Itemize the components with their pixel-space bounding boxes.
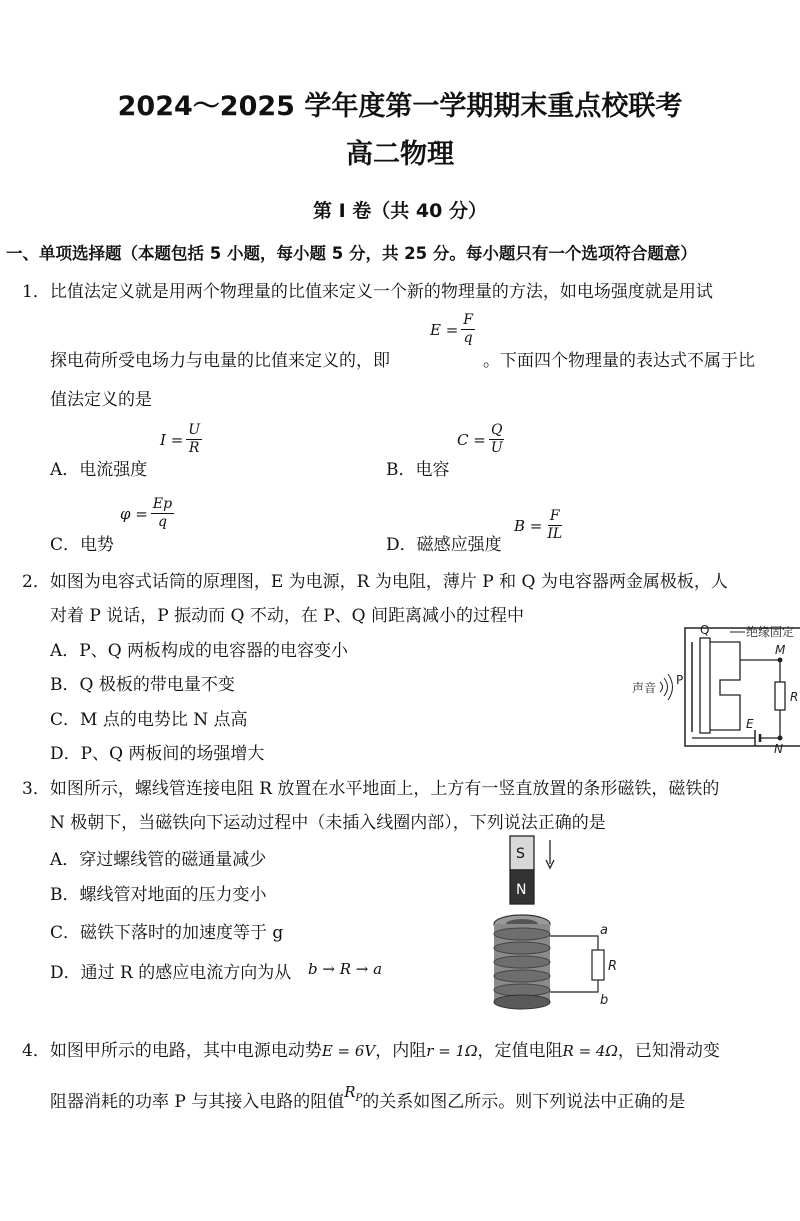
q4-line2b: 的关系如图乙所示。则下列说法中正确的是 — [362, 1092, 686, 1112]
q4-emf: E = 6V — [321, 1042, 376, 1060]
q4-resistor: R = 4Ω — [562, 1042, 618, 1060]
q1-option-c-lhs: φ = — [120, 504, 148, 523]
q1-option-d-label: D．磁感应强度 — [386, 535, 502, 555]
wire-b — [550, 980, 598, 992]
q4-rp-sub: P — [355, 1093, 363, 1104]
solenoid-windings — [494, 928, 550, 996]
label-fixed: 绝缘固定 — [746, 625, 795, 639]
q4-rp — [344, 1083, 363, 1104]
exam-title: 2024～2025 学年度第一学期期末重点校联考 — [117, 91, 683, 122]
q1-formula-e-lhs: E = — [430, 320, 459, 339]
section-heading: 一、单项选择题（本题包括 5 小题，每小题 5 分，共 25 分。每小题只有一个选项符合题意） — [6, 244, 697, 263]
q4-part4: ，已知滑动变 — [617, 1041, 720, 1061]
q4-part1: 4．如图甲所示的电路，其中电源电动势 — [22, 1041, 322, 1061]
sound-wave-1 — [660, 682, 663, 692]
label-s: S — [516, 846, 525, 862]
q1-option-c-frac — [151, 496, 174, 531]
q3-option-a: A．穿过螺线管的磁通量减少 — [50, 850, 267, 870]
q1-option-b-num: Q — [490, 422, 503, 438]
q2-option-d: D．P、Q 两板间的场强增大 — [50, 744, 265, 764]
capacitor-body — [710, 642, 740, 730]
q4-part3: ，定值电阻 — [477, 1041, 563, 1061]
label-q: Q — [700, 623, 710, 637]
solenoid-magnet-figure — [488, 832, 628, 1012]
label-m: M — [775, 643, 786, 657]
q1-option-d-formula — [514, 508, 564, 543]
q1-option-c-label: C．电势 — [50, 535, 115, 555]
q4-line2 — [50, 1083, 686, 1114]
q2-option-a: A．P、Q 两板构成的电容器的电容变小 — [50, 641, 349, 661]
q2-line2: 对着 P 说话，P 振动而 Q 不动，在 P、Q 间距离减小的过程中 — [50, 606, 525, 626]
q3-option-c: C．磁铁下落时的加速度等于 g — [50, 923, 284, 943]
q1-option-b-formula — [457, 422, 505, 457]
solenoid-bottom — [494, 995, 550, 1009]
q3-line2: N 极朝下，当磁铁向下运动过程中（未插入线圈内部），下列说法正确的是 — [50, 813, 606, 833]
q1-line2a: 探电荷所受电场力与电量的比值来定义的，即 — [50, 351, 390, 371]
resistor-r — [775, 682, 785, 710]
q3-option-b: B．螺线管对地面的压力变小 — [50, 885, 267, 905]
q1-option-a-den: R — [188, 440, 200, 456]
label-a: a — [600, 923, 608, 938]
q1-line2b: 。下面四个物理量的表达式不属于比 — [483, 351, 755, 371]
label-n: N — [774, 742, 783, 755]
q1-option-c-formula — [120, 496, 174, 531]
q4-rp-main: R — [344, 1083, 356, 1101]
label-p: P — [676, 673, 684, 687]
q1-option-a-label: A．电流强度 — [50, 460, 148, 480]
volume-title: 第 Ⅰ 卷（共 40 分） — [313, 200, 487, 222]
sound-wave-3 — [668, 674, 673, 700]
label-r-q3: R — [608, 959, 618, 974]
q1-option-d-lhs: B = — [514, 516, 543, 535]
q4-part2: ，内阻 — [375, 1041, 427, 1061]
q1-option-b-label: B．电容 — [386, 460, 450, 480]
q1-option-b-lhs: C = — [457, 430, 486, 449]
q1-option-c-den: q — [157, 514, 167, 530]
q1-option-b-frac — [489, 422, 505, 457]
q1-formula-e-num: F — [463, 312, 474, 328]
microphone-circuit-figure — [630, 620, 800, 755]
q1-option-d-frac — [545, 508, 564, 543]
label-n-pole: N — [516, 882, 527, 898]
q1-option-a-frac — [186, 422, 202, 457]
q1-formula-e-frac — [461, 312, 475, 347]
wire-a — [550, 936, 598, 950]
q1-option-d-num: F — [549, 508, 560, 524]
q1-option-a-num: U — [188, 422, 201, 438]
q4-r: r = 1Ω — [426, 1042, 478, 1060]
label-b: b — [600, 993, 609, 1008]
subject-title: 高二物理 — [346, 139, 454, 170]
q2-option-c: C．M 点的电势比 N 点高 — [50, 710, 248, 730]
q3-option-d-formula: b → R → a — [308, 960, 383, 978]
q3-option-d-prefix: D．通过 R 的感应电流方向为从 — [50, 963, 292, 983]
q1-option-c-num: Ep — [152, 496, 173, 512]
q2-option-b: B．Q 极板的带电量不变 — [50, 675, 235, 695]
q1-option-d-den: IL — [547, 526, 563, 542]
q1-line3: 值法定义的是 — [50, 390, 152, 410]
q2-line1: 2．如图为电容式话筒的原理图，E 为电源，R 为电阻，薄片 P 和 Q 为电容器两金属极板，人 — [22, 572, 728, 592]
label-r: R — [790, 690, 799, 704]
q1-formula-e — [430, 312, 475, 347]
q1-option-a-formula — [160, 422, 202, 457]
q4-line2a: 阻器消耗的功率 P 与其接入电路的阻值 — [50, 1092, 345, 1112]
q1-formula-e-den: q — [463, 330, 473, 346]
q1-option-a-lhs: I = — [160, 430, 184, 449]
sound-wave-2 — [664, 678, 668, 696]
q3-line1: 3．如图所示，螺线管连接电阻 R 放置在水平地面上，上方有一竖直放置的条形磁铁，磁铁的 — [22, 779, 720, 799]
plate-q — [700, 638, 710, 733]
q4-line1 — [22, 1036, 720, 1061]
q1-line1: 1．比值法定义就是用两个物理量的比值来定义一个新的物理量的方法，如电场强度就是用试 — [22, 282, 713, 302]
label-sound: 声音 — [632, 681, 657, 695]
resistor-r-q3 — [592, 950, 604, 980]
label-e: E — [746, 717, 754, 731]
q1-option-b-den: U — [490, 440, 503, 456]
